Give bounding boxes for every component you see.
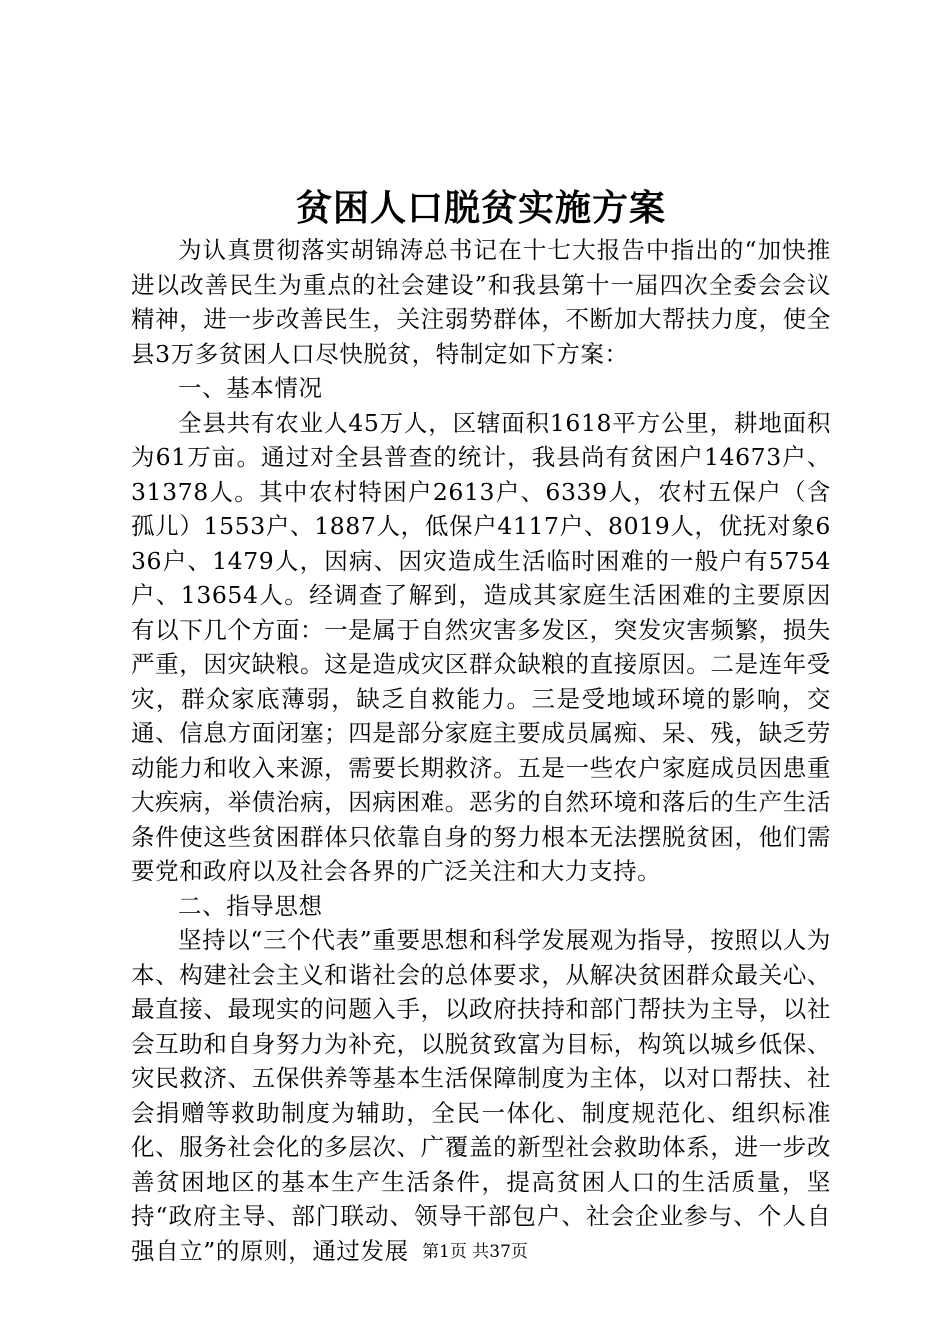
- guiding-ideology-paragraph: 坚持以“三个代表”重要思想和科学发展观为指导，按照以人为本、构建社会主义和谐社会的总体要求，从解决贫困群众最关心、最直接、最现实的问题入手，以政府扶持和部门帮扶为主导，以社会互助和自身努力为补充，以脱贫致富为目标，构筑以城乡低保、灾民救济、五保供养等基本生活保障制度为主体，以对口帮扶、社会捐赠等救助制度为辅助，全民一体化、制度规范化、组织标准化、服务社会化的多层次、广覆盖的新型社会救助体系，进一步改善贫困地区的基本生产生活条件，提高贫困人口的生活质量，坚持“政府主导、部门联动、领导干部包户、社会企业参与、个人自强自立”的原则，通过发展: [131, 926, 831, 1265]
- document-body: [131, 183, 831, 1268]
- basic-situation-paragraph: 全县共有农业人45万人，区辖面积1618平方公里，耕地面积为61万亩。通过对全县普查的统计，我县尚有贫困户14673户、31378人。其中农村特困户2613户、6339人，农村五保户（含孤儿）1553户、1887人，低保户4117户、8019人，优抚对象636户、1479人，因病、因灾造成生活临时困难的一般户有5754户、13654人。经调查了解到，造成其家庭生活困难的主要原因有以下几个方面：一是属于自然灾害多发区，突发灾害频繁，损失严重，因灾缺粮。这是造成灾区群众缺粮的直接原因。二是连年受灾，群众家底薄弱，缺乏自救能力。三是受地域环境的影响，交通、信息方面闭塞；四是部分家庭主要成员属痴、呆、残，缺乏劳动能力和收入来源，需要长期救济。五是一些农户家庭成员因患重大疾病，举债治病，因病困难。恶劣的自然环境和落后的生产生活条件使这些贫困群体只依靠自身的努力根本无法摆脱贫困，他们需要党和政府以及社会各界的广泛关注和大力支持。: [131, 408, 831, 885]
- intro-paragraph: 为认真贯彻落实胡锦涛总书记在十七大报告中指出的“加快推进以改善民生为重点的社会建设”和我县第十一届四次全委会会议精神，进一步改善民生，关注弱势群体，不断加大帮扶力度，使全县3万多贫困人口尽快脱贫，特制定如下方案：: [131, 236, 831, 368]
- document-title: 贫困人口脱贫实施方案: [295, 188, 666, 229]
- section-heading-basic-situation: 一、基本情况: [178, 374, 323, 402]
- page-number-footer: 第1页 共37页: [422, 1242, 528, 1262]
- section-heading-guiding-ideology: 二、指导思想: [178, 891, 323, 920]
